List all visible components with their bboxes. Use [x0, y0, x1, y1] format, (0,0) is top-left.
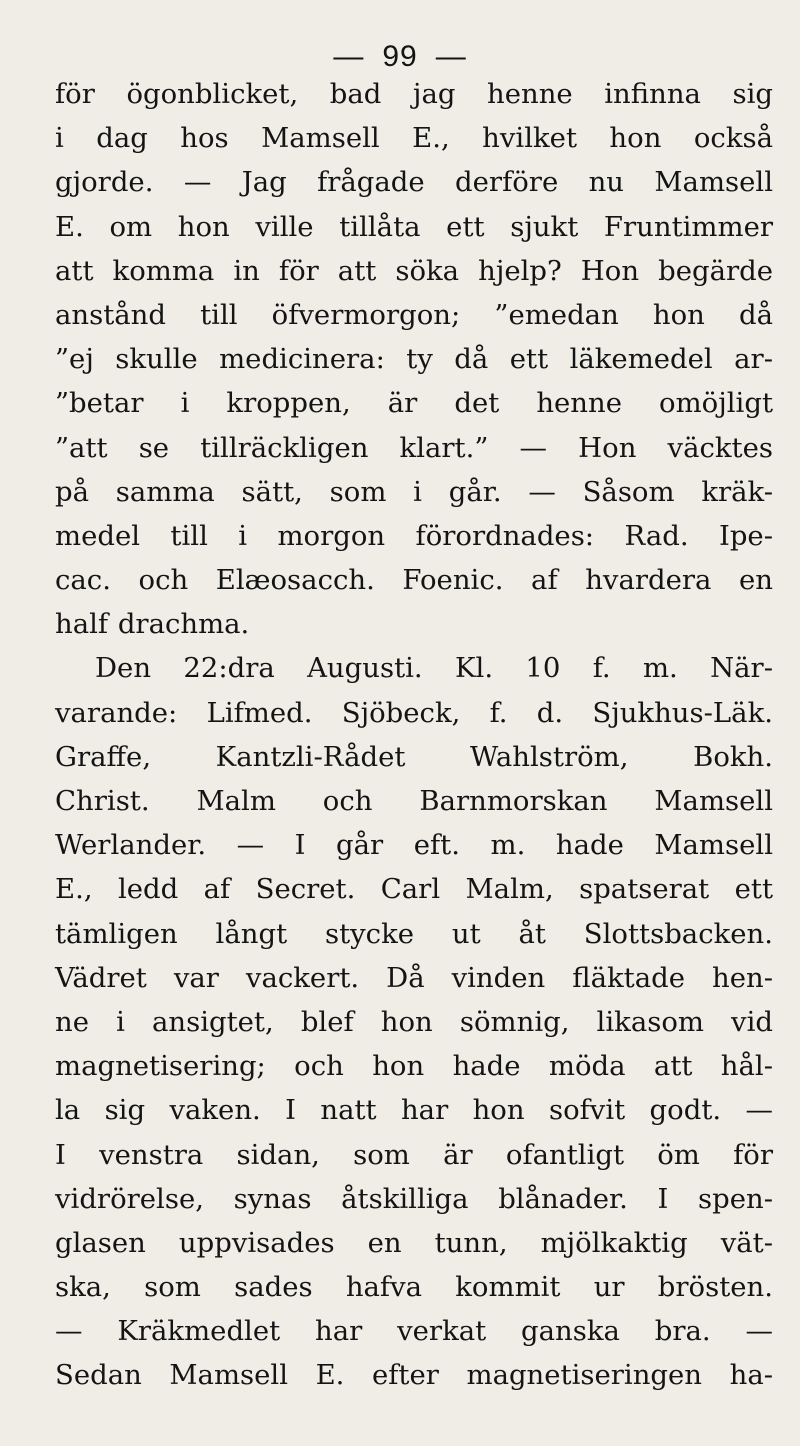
text-line: ne i ansigtet, blef hon sömnig, likasom vid — [55, 1005, 773, 1038]
text-line: ”ej skulle medicinera: ty då ett läkemedel ar- — [55, 343, 773, 376]
text-line: E., ledd af Secret. Carl Malm, spatserat ett — [55, 873, 773, 906]
text-line: på samma sätt, som i går. — Såsom kräk- — [55, 475, 773, 508]
text-line: cac. och Elæosacch. Foenic. af hvardera en — [55, 564, 773, 597]
text-line: glasen uppvisades en tunn, mjölkaktig vät- — [55, 1226, 773, 1259]
body-text — [55, 72, 773, 1398]
text-line: magnetisering; och hon hade möda att hål- — [55, 1050, 773, 1083]
text-line: — Kräkmedlet har verkat ganska bra. — — [55, 1315, 773, 1348]
text-line: ”att se tillräckligen klart.” — Hon väcktes — [55, 431, 773, 464]
text-line: E. om hon ville tillåta ett sjukt Fruntimmer — [55, 210, 773, 243]
text-line: tämligen långt stycke ut åt Slottsbacken. — [55, 917, 773, 950]
text-line: la sig vaken. I natt har hon sofvit godt. — — [55, 1094, 773, 1127]
text-line: half drachma. — [55, 608, 250, 641]
header-dash-left: — — [333, 40, 365, 73]
text-line: Graffe, Kantzli-Rådet Wahlström, Bokh. — [55, 740, 773, 773]
page-header — [0, 40, 800, 74]
text-line: i dag hos Mamsell E., hvilket hon också — [55, 122, 773, 155]
text-line: anstånd till öfvermorgon; ”emedan hon då — [55, 298, 773, 331]
text-line: Sedan Mamsell E. efter magnetiseringen ha- — [55, 1359, 773, 1392]
text-line: Den 22:dra Augusti. Kl. 10 f. m. När- — [95, 652, 773, 685]
text-line: ”betar i kroppen, är det henne omöjligt — [55, 387, 773, 420]
text-line: vidrörelse, synas åtskilliga blånader. I spen- — [55, 1182, 773, 1215]
text-line: varande: Lifmed. Sjöbeck, f. d. Sjukhus-Läk. — [55, 696, 773, 729]
text-line: gjorde. — Jag frågade derföre nu Mamsell — [55, 166, 773, 199]
text-line: Werlander. — I går eft. m. hade Mamsell — [55, 829, 773, 862]
text-line: att komma in för att söka hjelp? Hon begärde — [55, 254, 773, 287]
page-number: 99 — [382, 40, 418, 73]
text-line: medel till i morgon förordnades: Rad. Ipe- — [55, 519, 773, 552]
text-line: Christ. Malm och Barnmorskan Mamsell — [55, 785, 773, 817]
text-line: Vädret var vackert. Då vinden fläktade hen- — [55, 961, 773, 994]
text-line: I venstra sidan, som är ofantligt öm för — [55, 1138, 773, 1171]
header-dash-right: — — [435, 40, 467, 73]
text-line: för ögonblicket, bad jag henne infinna sig — [55, 78, 773, 110]
text-line: ska, som sades hafva kommit ur brösten. — [55, 1271, 773, 1304]
